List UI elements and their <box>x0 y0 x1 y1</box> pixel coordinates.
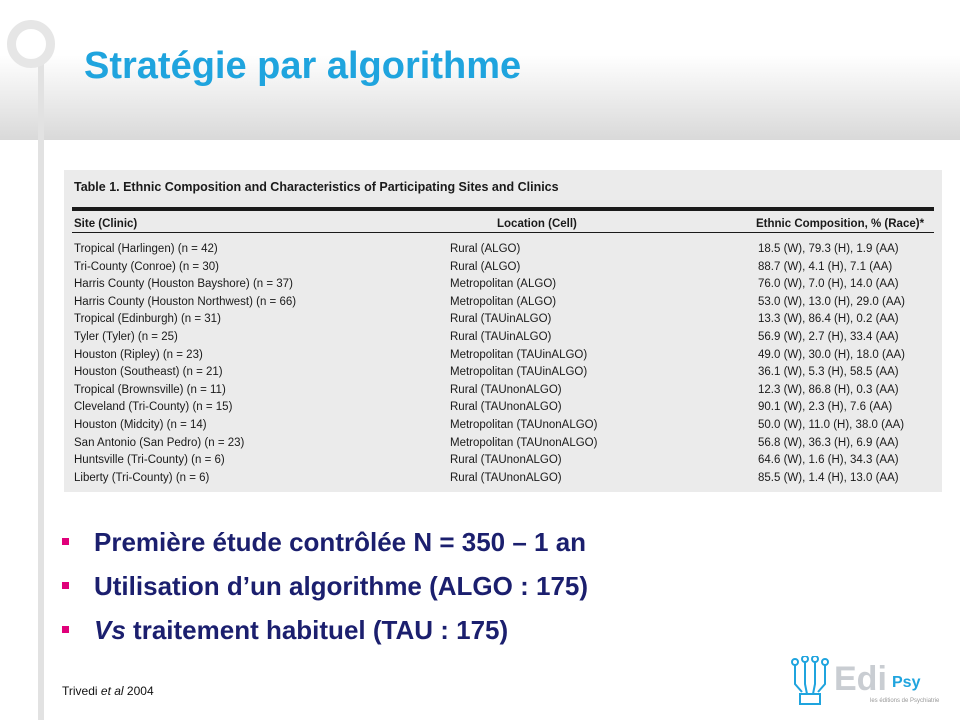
table-cell-ethnic: 18.5 (W), 79.3 (H), 1.9 (AA) <box>758 243 899 255</box>
table-cell-location: Rural (TAUnonALGO) <box>450 454 562 467</box>
table-cell-site: Tri-County (Conroe) (n = 30) <box>74 260 219 273</box>
table-row <box>64 331 942 349</box>
table-row <box>64 278 942 296</box>
table-cell-ethnic: 56.9 (W), 2.7 (H), 33.4 (AA) <box>758 330 899 343</box>
table-cell-site: Tropical (Brownsville) (n = 11) <box>74 383 226 396</box>
logo-text-psy: Psy <box>892 674 921 691</box>
bullet-text <box>94 615 508 646</box>
reference-year: 2004 <box>123 684 154 698</box>
table-cell-location: Rural (TAUnonALGO) <box>450 383 562 396</box>
table-cell-location: Metropolitan (TAUnonALGO) <box>450 418 598 431</box>
table-cell-site: Tropical (Harlingen) (n = 42) <box>74 243 218 255</box>
circuit-hand-icon <box>790 656 832 708</box>
table-row <box>64 366 942 384</box>
table-header-location: Location (Cell) <box>497 218 577 230</box>
table-cell-site: Houston (Southeast) (n = 21) <box>74 366 223 379</box>
data-table <box>64 170 942 492</box>
table-cell-ethnic: 85.5 (W), 1.4 (H), 13.0 (AA) <box>758 471 899 484</box>
table-cell-location: Metropolitan (ALGO) <box>450 278 557 291</box>
reference-citation <box>62 684 154 698</box>
table-top-rule <box>72 207 934 211</box>
table-row <box>64 349 942 367</box>
table-body <box>64 243 942 489</box>
table-cell-ethnic: 64.6 (W), 1.6 (H), 34.3 (AA) <box>758 454 899 467</box>
table-cell-site: Harris County (Houston Northwest) (n = 66) <box>74 295 297 308</box>
table-cell-ethnic: 12.3 (W), 86.8 (H), 0.3 (AA) <box>758 383 899 396</box>
bullet-text-italic: Vs <box>94 615 126 645</box>
table-cell-ethnic: 36.1 (W), 5.3 (H), 58.5 (AA) <box>758 366 899 379</box>
table-cell-location: Metropolitan (TAUnonALGO) <box>450 436 598 449</box>
table-cell-location: Rural (ALGO) <box>450 243 521 255</box>
bullet-text-rest: traitement habituel (TAU : 175) <box>125 615 509 645</box>
table-cell-ethnic: 90.1 (W), 2.3 (H), 7.6 (AA) <box>758 401 893 414</box>
table-cell-location: Rural (TAUnonALGO) <box>450 471 562 484</box>
table-row <box>64 261 942 279</box>
table-row <box>64 401 942 419</box>
table-row <box>64 313 942 331</box>
table-row <box>64 454 942 472</box>
table-cell-ethnic: 53.0 (W), 13.0 (H), 29.0 (AA) <box>758 295 905 308</box>
table-cell-location: Rural (TAUinALGO) <box>450 330 552 343</box>
table-cell-site: Tropical (Edinburgh) (n = 31) <box>74 313 221 326</box>
bullet-text: Première étude contrôlée N = 350 – 1 an <box>94 527 587 557</box>
table-cell-site: Harris County (Houston Bayshore) (n = 37) <box>74 278 293 291</box>
reference-etal: et al <box>100 684 124 698</box>
table-header-ethnic: Ethnic Composition, % (Race)* <box>756 218 925 230</box>
decorative-ring <box>7 20 55 68</box>
table-cell-site: Liberty (Tri-County) (n = 6) <box>74 471 210 484</box>
table-row <box>64 384 942 402</box>
table-caption: Table 1. Ethnic Composition and Characteristics of Participating Sites and Clinics <box>74 180 559 194</box>
table-row <box>64 472 942 490</box>
table-cell-site: Huntsville (Tri-County) (n = 6) <box>74 454 225 467</box>
table-cell-location: Metropolitan (TAUinALGO) <box>450 366 588 379</box>
table-cell-location: Metropolitan (ALGO) <box>450 295 557 308</box>
table-header-site: Site (Clinic) <box>74 218 138 230</box>
table-row <box>64 243 942 261</box>
table-row <box>64 437 942 455</box>
table-row <box>64 296 942 314</box>
table-cell-site: San Antonio (San Pedro) (n = 23) <box>74 436 245 449</box>
table-cell-site: Tyler (Tyler) (n = 25) <box>74 330 178 343</box>
bullet-text: Utilisation d’un algorithme (ALGO : 175) <box>94 571 589 601</box>
table-cell-ethnic: 76.0 (W), 7.0 (H), 14.0 (AA) <box>758 278 899 291</box>
table-cell-ethnic: 56.8 (W), 36.3 (H), 6.9 (AA) <box>758 436 899 449</box>
table-cell-ethnic: 49.0 (W), 30.0 (H), 18.0 (AA) <box>758 348 905 361</box>
edipsy-logo <box>790 652 940 712</box>
bullet-marker <box>62 582 69 589</box>
slide-title: Stratégie par algorithme <box>84 45 522 87</box>
table-cell-location: Rural (ALGO) <box>450 260 521 273</box>
table-cell-location: Rural (TAUinALGO) <box>450 313 552 326</box>
table-cell-site: Houston (Ripley) (n = 23) <box>74 348 203 361</box>
table-cell-location: Rural (TAUnonALGO) <box>450 401 562 414</box>
bullet-marker <box>62 538 69 545</box>
table-cell-ethnic: 13.3 (W), 86.4 (H), 0.2 (AA) <box>758 313 899 326</box>
table-row <box>64 419 942 437</box>
bullet-marker <box>62 626 69 633</box>
table-cell-site: Cleveland (Tri-County) (n = 15) <box>74 401 233 414</box>
logo-tagline: les éditions de Psychiatrie <box>870 698 940 704</box>
table-cell-location: Metropolitan (TAUinALGO) <box>450 348 588 361</box>
decorative-vertical-line <box>38 60 44 720</box>
logo-text-edi: Edi <box>834 660 887 698</box>
table-cell-ethnic: 88.7 (W), 4.1 (H), 7.1 (AA) <box>758 260 893 273</box>
table-header-rule <box>72 232 934 233</box>
reference-author: Trivedi <box>62 684 101 698</box>
table-cell-ethnic: 50.0 (W), 11.0 (H), 38.0 (AA) <box>758 418 905 431</box>
table-cell-site: Houston (Midcity) (n = 14) <box>74 418 207 431</box>
